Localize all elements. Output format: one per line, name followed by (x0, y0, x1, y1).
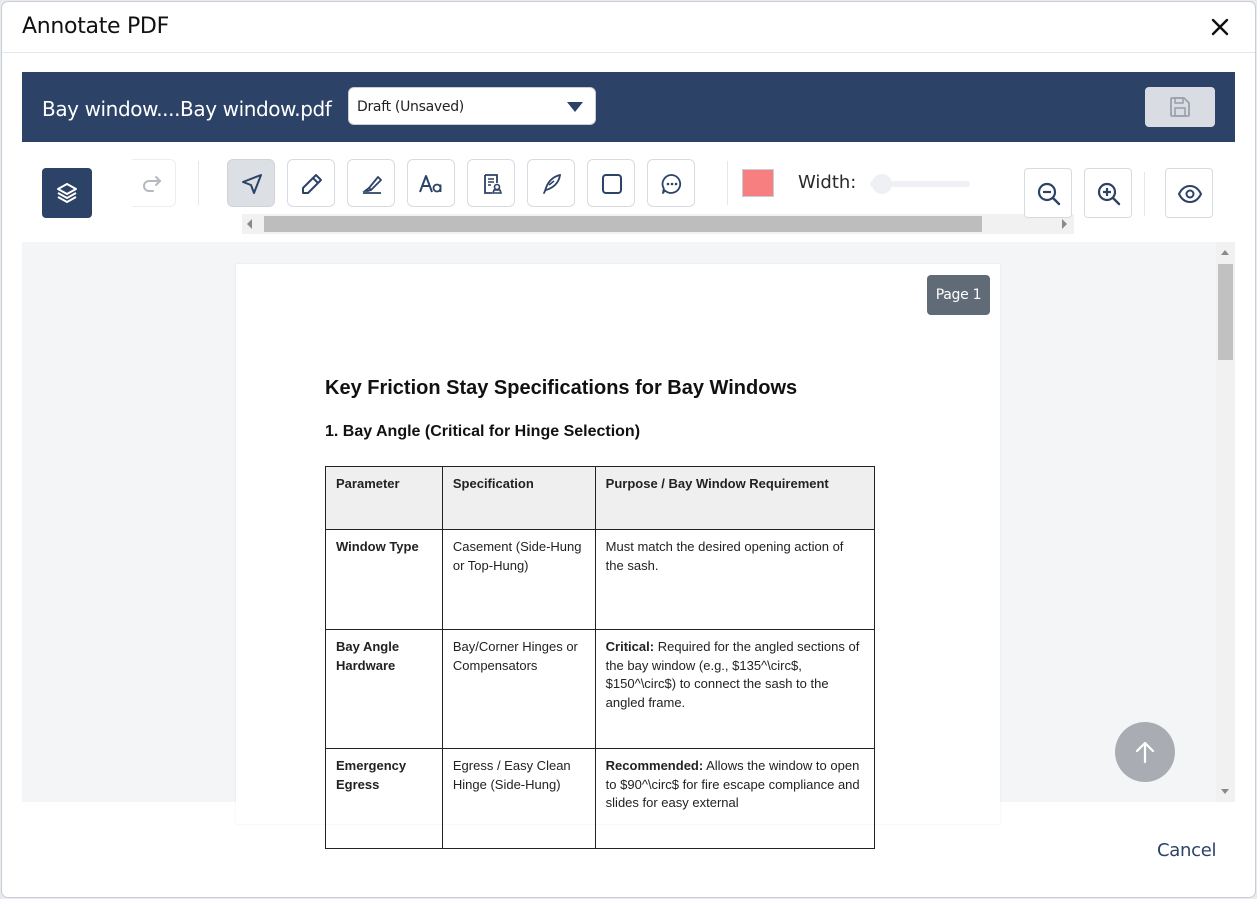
select-tool-button[interactable] (227, 159, 275, 207)
close-button[interactable] (1207, 14, 1233, 40)
zoom-out-button[interactable] (1024, 168, 1072, 218)
stamp-icon (480, 172, 504, 196)
rectangle-tool-button[interactable] (587, 159, 635, 207)
modal-header (2, 2, 1255, 53)
page-number-badge: Page 1 (927, 275, 990, 315)
preview-toggle-button[interactable] (1165, 168, 1213, 218)
zoom-in-button[interactable] (1084, 168, 1132, 218)
save-icon (1169, 96, 1191, 118)
scrollbar-thumb[interactable] (264, 216, 982, 232)
arrow-up-icon (1133, 739, 1157, 765)
table-cell-parameter: Emergency Egress (326, 749, 443, 849)
highlighter-icon (360, 172, 384, 196)
table-cell-purpose (595, 530, 874, 630)
layers-icon (55, 181, 79, 205)
draft-select-value: Draft (Unsaved) (357, 99, 464, 115)
document-subheading: 1. Bay Angle (Critical for Hinge Selection) (325, 423, 641, 440)
toolbar-horizontal-scrollbar[interactable] (242, 214, 1074, 234)
pdf-viewer[interactable] (22, 242, 1235, 810)
modal-title: Annotate PDF (22, 14, 169, 39)
annotation-toolbar (22, 152, 1235, 242)
table-header-cell: Purpose / Bay Window Requirement (595, 467, 874, 530)
table-row (326, 630, 875, 749)
close-icon (1207, 14, 1233, 40)
caret-down-icon (567, 102, 583, 112)
layers-button[interactable] (42, 168, 92, 218)
table-header-row (326, 467, 875, 530)
scroll-right-icon[interactable] (1062, 219, 1067, 229)
redo-icon (140, 172, 166, 196)
width-slider-handle[interactable] (872, 174, 892, 194)
table-cell-specification: Casement (Side-Hung or Top-Hung) (442, 530, 595, 630)
comment-icon (660, 172, 684, 196)
scrollbar-thumb[interactable] (1218, 264, 1233, 360)
pdf-page[interactable] (236, 264, 1000, 824)
table-cell-parameter: Bay Angle Hardware (326, 630, 443, 749)
specification-table (325, 466, 875, 849)
color-swatch[interactable] (742, 169, 774, 197)
scroll-to-top-button[interactable] (1115, 722, 1175, 782)
scroll-up-icon[interactable] (1221, 250, 1229, 255)
table-header-cell: Specification (442, 467, 595, 530)
cancel-button[interactable]: Cancel (1157, 840, 1217, 861)
table-row (326, 530, 875, 630)
text-tool-button[interactable] (407, 159, 455, 207)
eye-icon (1177, 181, 1203, 207)
signature-tool-button[interactable] (527, 159, 575, 207)
table-cell-specification: Egress / Easy Clean Hinge (Side-Hung) (442, 749, 595, 849)
annotate-pdf-modal (2, 2, 1255, 897)
table-cell-purpose (595, 749, 874, 849)
comment-tool-button[interactable] (647, 159, 695, 207)
signature-icon (540, 172, 564, 196)
purpose-text: Must match the desired opening action of the sash. (605, 539, 844, 573)
zoom-in-icon (1096, 181, 1122, 207)
scroll-down-icon[interactable] (1221, 789, 1229, 794)
table-cell-parameter: Window Type (326, 530, 443, 630)
table-cell-purpose (595, 630, 874, 749)
draft-version-select[interactable] (348, 87, 596, 125)
stamp-tool-button[interactable] (467, 159, 515, 207)
pen-tool-button[interactable] (287, 159, 335, 207)
purpose-emphasis: Recommended: (605, 758, 704, 773)
highlighter-tool-button[interactable] (347, 159, 395, 207)
purpose-emphasis: Critical: (605, 639, 655, 654)
toolbar-divider (198, 161, 199, 205)
select-pointer-icon (240, 172, 264, 196)
text-icon (418, 172, 444, 196)
rectangle-icon (600, 172, 624, 196)
zoom-out-icon (1036, 181, 1062, 207)
viewer-vertical-scrollbar[interactable] (1216, 242, 1235, 802)
toolbar-divider (1144, 172, 1145, 216)
redo-button[interactable] (132, 159, 176, 207)
pen-icon (300, 172, 324, 196)
toolbar-divider (727, 161, 728, 205)
save-button[interactable] (1145, 87, 1215, 127)
file-name: Bay window....Bay window.pdf (42, 97, 332, 121)
document-bar (22, 72, 1235, 142)
table-header-cell: Parameter (326, 467, 443, 530)
table-row (326, 749, 875, 849)
purpose-text: Required for the angled sections of the bay window (e.g., $135^\circ$, $150^\circ$) to connect the sash to the angled frame. (605, 639, 860, 710)
width-label: Width: (798, 172, 857, 193)
document-heading: Key Friction Stay Specifications for Bay Windows (325, 377, 798, 399)
tool-strip (132, 157, 964, 229)
scroll-left-icon[interactable] (247, 219, 252, 229)
purpose-text: Allows the window to open to $90^\circ$ for fire escape compliance and slides for easy external (605, 758, 860, 810)
table-cell-specification: Bay/Corner Hinges or Compensators (442, 630, 595, 749)
